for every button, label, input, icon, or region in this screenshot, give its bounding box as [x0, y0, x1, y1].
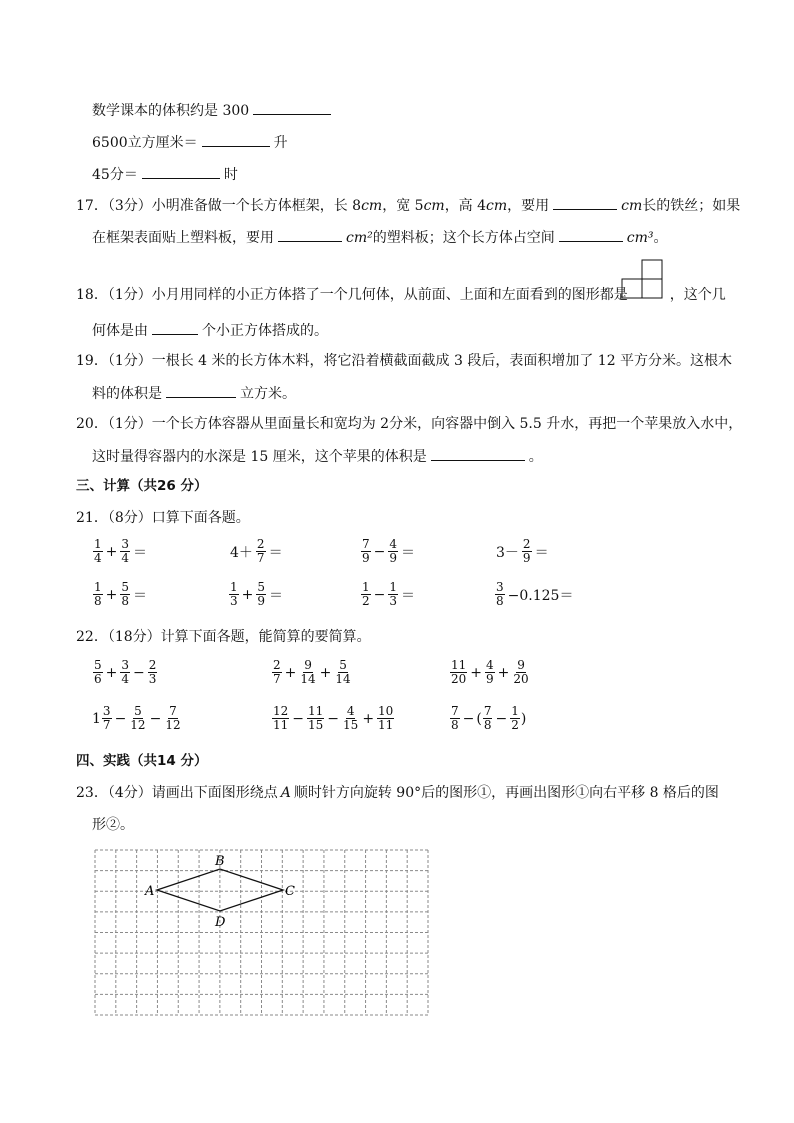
- denominator: 4: [121, 672, 130, 686]
- fraction: [229, 581, 239, 608]
- operator: +: [105, 543, 118, 560]
- q19-line-2: [92, 383, 296, 404]
- point-label: A: [280, 785, 291, 801]
- denominator: 9: [389, 551, 398, 565]
- fraction: [483, 705, 493, 732]
- three-view-shape-figure: [621, 259, 665, 301]
- fraction: [361, 581, 371, 608]
- numerator: 2: [522, 537, 531, 551]
- operator: −: [292, 710, 305, 727]
- operator: −: [327, 710, 340, 727]
- q16-unit-2: 升: [273, 135, 288, 151]
- rhombus-grid-figure: [94, 849, 430, 1017]
- numerator: 3: [496, 580, 504, 594]
- fraction: [102, 705, 112, 732]
- label-a: A: [145, 884, 155, 899]
- q21-expr-8: [494, 581, 575, 608]
- q17-line-1: [76, 195, 740, 216]
- cube-face-top: [642, 260, 662, 279]
- denominator: 9: [362, 551, 370, 565]
- numerator: 7: [362, 537, 370, 551]
- q16-text-1: 数学课本的体积约是 300: [92, 103, 250, 119]
- q17-text: ，宽 5: [382, 198, 424, 214]
- fraction: [307, 705, 324, 732]
- q22-expr-5: [271, 705, 395, 732]
- fraction: [450, 659, 467, 686]
- q16-line-3: [92, 164, 238, 185]
- q16-line-1: [92, 100, 335, 121]
- q23-text: 23．（4分）请画出下面图形绕点: [76, 785, 278, 801]
- q17-text: 的塑料板；这个长方体占空间: [372, 230, 555, 246]
- q21-expr-4: [494, 538, 551, 565]
- denominator: 9: [486, 672, 494, 686]
- denominator: 2: [511, 718, 519, 732]
- numerator: 2: [148, 658, 157, 672]
- q17-text: 长的铁丝；如果: [642, 198, 741, 214]
- answer-blank[interactable]: [278, 227, 342, 242]
- fraction: [510, 705, 520, 732]
- operator: ＝: [133, 544, 148, 561]
- q22-title: 22．（18分）计算下面各题，能简算的要简算。: [76, 629, 371, 645]
- operator: ＝: [401, 587, 416, 604]
- denominator: 12: [165, 718, 181, 732]
- fraction: [120, 538, 130, 565]
- denominator: 2: [362, 594, 370, 608]
- operator: −: [495, 710, 508, 727]
- denominator: 8: [121, 594, 130, 608]
- operator: +: [497, 664, 510, 681]
- section-4-heading: 四、实践（共14 分）: [76, 753, 208, 769]
- numerator: 1: [389, 580, 398, 594]
- denominator: 20: [513, 672, 529, 686]
- denominator: 8: [483, 718, 492, 732]
- fraction: [256, 538, 266, 565]
- fraction: [272, 659, 282, 686]
- operator: ＝: [133, 587, 148, 604]
- numerator: 4: [486, 658, 494, 672]
- numerator: 9: [304, 658, 312, 672]
- numerator: 7: [169, 704, 177, 718]
- unit-cm: cm: [361, 198, 383, 214]
- label-d: D: [215, 915, 226, 930]
- q23-line-1: [76, 783, 719, 803]
- denominator: 20: [451, 672, 467, 686]
- numerator: 1: [94, 580, 102, 594]
- numerator: 3: [102, 704, 111, 718]
- q17-text: ，高 4: [444, 198, 487, 214]
- fraction: [93, 538, 103, 565]
- label-c: C: [285, 884, 295, 899]
- numerator: 1: [511, 704, 519, 718]
- q19-text: 料的体积是: [92, 386, 162, 402]
- fraction: [272, 705, 289, 732]
- q21-expr-1: [92, 538, 149, 565]
- denominator: 3: [230, 594, 238, 608]
- q18-text: 18．（1分）小月用同样的小正方体搭了一个几何体，从前面、上面和左面看到的图形都是: [76, 287, 628, 303]
- numerator: 1: [362, 580, 370, 594]
- q23-line-2: 形②。: [92, 817, 134, 833]
- unit-cm3: cm³: [626, 230, 654, 246]
- fraction: [129, 705, 146, 732]
- fraction: [334, 659, 351, 686]
- answer-blank[interactable]: [152, 320, 198, 335]
- q18-text: ，这个几: [669, 287, 726, 303]
- fraction: [388, 538, 398, 565]
- denominator: 12: [130, 718, 146, 732]
- answer-blank[interactable]: [553, 195, 617, 210]
- fraction: [256, 581, 266, 608]
- numerator: 5: [134, 704, 142, 718]
- numerator: 1: [94, 537, 102, 551]
- fraction: [299, 659, 316, 686]
- label-b: B: [215, 854, 225, 869]
- q22-expr-4: [92, 705, 183, 732]
- q18-line-2: [92, 320, 328, 341]
- fraction: [93, 659, 103, 686]
- numerator: 11: [308, 704, 324, 718]
- fraction: [120, 659, 130, 686]
- operator: −: [373, 586, 386, 603]
- fraction: [450, 705, 460, 732]
- operator: +: [105, 664, 118, 681]
- q17-text: 在框架表面贴上塑料板，要用: [92, 230, 274, 246]
- q23-text: 顺时针方向旋转 90°后的图形①，再画出图形①向右平移 8 格后的图: [293, 785, 719, 801]
- operator: −: [462, 710, 475, 727]
- denominator: 11: [378, 718, 394, 732]
- cube-face-bottom-left: [622, 279, 642, 298]
- operator: +: [319, 664, 332, 681]
- operator: 4＋: [230, 544, 253, 561]
- fraction: [512, 659, 529, 686]
- paren: ): [520, 710, 527, 727]
- fraction: [388, 581, 398, 608]
- denominator: 3: [389, 594, 398, 608]
- unit-cm2: cm²: [346, 230, 373, 246]
- answer-blank[interactable]: [253, 100, 331, 115]
- operator: 3－: [496, 544, 519, 561]
- answer-blank[interactable]: [202, 132, 270, 147]
- numerator: 2: [256, 537, 265, 551]
- operator: −: [149, 710, 162, 727]
- denominator: 11: [273, 718, 289, 732]
- fraction: [361, 538, 371, 565]
- q22-expr-6: [449, 705, 526, 732]
- q21-expr-2: [228, 538, 285, 565]
- operator: +: [470, 664, 483, 681]
- denominator: 7: [256, 551, 265, 565]
- fraction: [164, 705, 181, 732]
- fraction: [148, 659, 158, 686]
- numerator: 2: [273, 658, 281, 672]
- q16-unit-3: 时: [223, 167, 238, 183]
- q20-text: 。: [528, 449, 543, 465]
- denominator: 15: [308, 718, 324, 732]
- unit-cm: cm: [423, 198, 445, 214]
- numerator: 12: [273, 704, 289, 718]
- numerator: 5: [257, 580, 266, 594]
- denominator: 15: [343, 718, 359, 732]
- numerator: 1: [230, 580, 238, 594]
- numerator: 9: [517, 658, 525, 672]
- mixed-whole: 1: [92, 710, 101, 727]
- q19-text: 立方米。: [240, 386, 296, 402]
- numerator: 3: [121, 537, 130, 551]
- denominator: 4: [94, 551, 102, 565]
- q17-line-2: [92, 227, 667, 248]
- fraction: [495, 581, 505, 608]
- q18-text: 个小正方体搭成的。: [202, 323, 328, 339]
- denominator: 8: [451, 718, 459, 732]
- numerator: 7: [451, 704, 459, 718]
- numerator: 4: [389, 537, 398, 551]
- numerator: 3: [121, 658, 130, 672]
- denominator: 8: [94, 594, 102, 608]
- q18-text: 何体是由: [92, 323, 148, 339]
- operator: +: [284, 664, 297, 681]
- fraction: [120, 581, 130, 608]
- denominator: 7: [102, 718, 111, 732]
- q22-expr-3: [449, 659, 531, 686]
- operator: ＝: [401, 544, 416, 561]
- denominator: 9: [522, 551, 531, 565]
- operator: ＝: [268, 544, 283, 561]
- denominator: 8: [496, 594, 504, 608]
- q19-line-1: 19．（1分）一根长 4 米的长方体木料，将它沿着横截面截成 3 段后，表面积增加了 12 平方分米。这根木: [76, 353, 733, 369]
- operator: ＝: [534, 544, 549, 561]
- fraction: [342, 705, 359, 732]
- answer-blank[interactable]: [166, 383, 236, 398]
- answer-blank[interactable]: [431, 446, 525, 461]
- fraction: [377, 705, 394, 732]
- q20-line-1: 20．（1分）一个长方体容器从里面量长和宽均为 2分米，向容器中倒入 5.5 升水，再把一个苹果放入水中，: [76, 416, 743, 432]
- denominator: 7: [273, 672, 281, 686]
- operator: −0.125＝: [507, 587, 574, 604]
- operator: +: [105, 586, 118, 603]
- numerator: 5: [94, 658, 102, 672]
- operator: +: [241, 586, 254, 603]
- unit-cm: cm: [486, 198, 508, 214]
- cube-face-bottom-right: [642, 279, 662, 298]
- section-3-heading: 三、计算（共26 分）: [76, 478, 208, 494]
- operator: −: [373, 543, 386, 560]
- answer-blank[interactable]: [559, 227, 623, 242]
- numerator: 10: [378, 704, 394, 718]
- denominator: 3: [148, 672, 157, 686]
- unit-cm: cm: [621, 198, 643, 214]
- q22-expr-2: [271, 659, 353, 686]
- q21-expr-5: [92, 581, 149, 608]
- numerator: 11: [451, 658, 467, 672]
- fraction: [522, 538, 532, 565]
- q21-expr-3: [360, 538, 417, 565]
- q22-expr-1: [92, 659, 158, 686]
- q17-text: 。: [653, 230, 668, 246]
- operator: +: [362, 710, 375, 727]
- operator: −: [133, 664, 145, 681]
- q20-text: 这时量得容器内的水深是 15 厘米，这个苹果的体积是: [92, 449, 427, 465]
- q16-text-3: 45分＝: [92, 167, 138, 183]
- q16-text-2: 6500立方厘米＝: [92, 135, 198, 151]
- numerator: 5: [339, 658, 347, 672]
- q21-expr-6: [228, 581, 285, 608]
- fraction: [485, 659, 495, 686]
- denominator: 4: [121, 551, 130, 565]
- denominator: 9: [257, 594, 266, 608]
- numerator: 7: [483, 704, 492, 718]
- operator: −: [114, 710, 127, 727]
- numerator: 4: [346, 704, 355, 718]
- q16-line-2: [92, 132, 288, 153]
- paren: (: [476, 710, 482, 727]
- q20-line-2: [92, 446, 543, 467]
- q21-title: 21．（8分）口算下面各题。: [76, 510, 250, 526]
- q21-expr-7: [360, 581, 417, 608]
- denominator: 14: [335, 672, 351, 686]
- fraction: [93, 581, 103, 608]
- numerator: 5: [121, 580, 130, 594]
- dashed-grid: [95, 850, 428, 1015]
- answer-blank[interactable]: [142, 164, 220, 179]
- denominator: 6: [94, 672, 102, 686]
- operator: ＝: [269, 587, 284, 604]
- denominator: 14: [300, 672, 316, 686]
- q17-text: 17．（3分）小明准备做一个长方体框架，长 8: [76, 198, 362, 214]
- q17-text: ，要用: [507, 198, 550, 214]
